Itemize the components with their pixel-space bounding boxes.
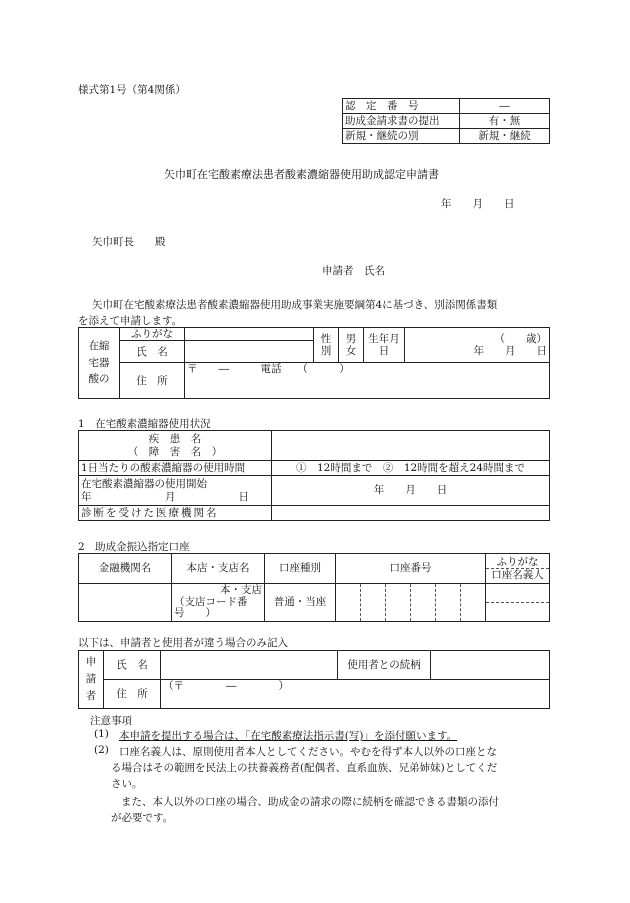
birth-date-field: 年 月 日 [473, 345, 547, 358]
branch-value-1: 本・支店 [220, 584, 262, 597]
account-digit-4[interactable] [411, 584, 436, 622]
type-header: 口座種別 [265, 554, 336, 584]
applicant-address-field[interactable]: （〒 ― ） [161, 680, 550, 709]
disease-label [79, 431, 272, 461]
applicant-side-label [79, 651, 104, 709]
note-2-num: (2) [94, 744, 109, 756]
relation-field[interactable] [431, 651, 550, 680]
disease-label-2: （ 障 害 名 ） [127, 445, 223, 458]
side-label-1: 在縮 [88, 339, 110, 352]
start-date-field[interactable]: 年 月 日 [272, 476, 550, 506]
claim-submit-value: 有・無 [460, 114, 550, 129]
note-3-line-1: また、本人以外の口座の場合、助成金の請求の際に続柄を確認できる書類の添付 [121, 796, 499, 808]
usage-table [78, 430, 550, 521]
account-digit-1[interactable] [336, 584, 361, 622]
bank-header: 金融機関名 [79, 554, 172, 584]
note-2-text: 口座名義人は、原則使用者本人としてください。やむを得ず本人以外の口座とな [119, 746, 497, 758]
number-header: 口座番号 [336, 554, 486, 584]
daily-use-label: 1日当たりの酸素濃縮器の使用時間 [79, 461, 272, 476]
furigana-label: ふりがな [120, 328, 185, 341]
holder-furigana-label: ふりがな [486, 556, 549, 569]
sex-label: 性別 [314, 328, 339, 363]
side-char-1: 申 [85, 656, 97, 669]
daily-use-options[interactable]: ① 12時間まで ② 12時間を超え24時間まで [272, 461, 550, 476]
holder-label: 口座名義人 [491, 569, 544, 581]
user-table [78, 327, 550, 399]
bank-table [78, 553, 550, 622]
birth-label: 生年月日 [364, 328, 405, 363]
note-1-num: (1) [94, 728, 109, 740]
account-digit-5[interactable] [436, 584, 461, 622]
cert-number-value: ― [460, 99, 550, 114]
intro-line-1: 矢巾町在宅酸素療法患者酸素濃縮器使用助成事業実施要綱第4に基づき、別添関係書類 [92, 299, 498, 311]
user-side-label [79, 328, 120, 399]
holder-furigana-field[interactable] [486, 584, 549, 603]
birth-field[interactable] [405, 328, 550, 363]
applicant-address-label: 住 所 [104, 680, 161, 709]
disease-field[interactable] [272, 431, 550, 461]
applicant-name-field[interactable] [161, 651, 338, 680]
furigana-field[interactable] [185, 328, 314, 341]
date-line: 年 月 日 [441, 198, 515, 210]
type-field[interactable]: 普通・当座 [265, 584, 336, 622]
intro-line-2: を添えて申請します。 [78, 315, 183, 327]
side-label-2: 宅器 [88, 356, 110, 369]
holder-name-field[interactable] [486, 603, 549, 621]
side-label-3: 酸の [88, 373, 110, 386]
page-title: 矢巾町在宅酸素療法患者酸素濃縮器使用助成認定申請書 [164, 168, 439, 181]
bank-field[interactable] [79, 584, 172, 622]
address-label: 住 所 [120, 363, 185, 399]
account-digit-2[interactable] [361, 584, 386, 622]
info-box [342, 98, 550, 144]
applicant-table [78, 650, 550, 709]
note-2-cont-1: る場合はその範囲を民法上の扶養義務者(配偶者、直系血族、兄弟姉妹)としてくだ [111, 762, 498, 774]
section-1-title: 1 在宅酸素濃縮器使用状況 [78, 418, 211, 430]
claim-submit-label: 助成金請求書の提出 [343, 114, 460, 129]
hospital-label: 診断を受けた医療機関名 [79, 506, 272, 521]
start-label [79, 476, 272, 506]
start-label-2: 年 月 日 [81, 490, 249, 503]
form-label: 様式第1号（第4関係） [78, 84, 186, 96]
applicant-name-label: 氏 名 [104, 651, 161, 680]
branch-field[interactable] [172, 584, 265, 622]
section-2-title: 2 助成金振込指定口座 [78, 541, 190, 553]
gender-options[interactable]: 男女 [339, 328, 364, 363]
branch-value-3: 号 ） [174, 607, 216, 620]
new-continue-label: 新規・継続の別 [343, 129, 460, 144]
holder-header-cell [486, 554, 550, 584]
side-char-2: 請 [85, 673, 97, 686]
address-field[interactable]: 〒 ― 電話 （ ） [185, 363, 550, 399]
holder-field[interactable] [486, 584, 550, 622]
cert-number-label: 認 定 番 号 [343, 99, 460, 114]
note-2-cont-2: さい。 [111, 778, 143, 790]
disease-label-1: 疾 患 名 [148, 433, 202, 446]
start-label-1: 在宅酸素濃縮器の使用開始 [81, 478, 207, 491]
addressee: 矢巾町長 殿 [92, 236, 166, 248]
account-digit-6[interactable] [461, 584, 486, 622]
note-1-text: 本申請を提出する場合は、「在宅酸素療法指示書(写)」を添付願います。 [119, 730, 458, 742]
age-field: （ 歳） [494, 332, 547, 345]
notes-title: 注意事項 [90, 715, 132, 727]
relation-label: 使用者との続柄 [338, 651, 431, 680]
name-label: 氏 名 [120, 341, 185, 363]
hospital-field[interactable] [272, 506, 550, 521]
branch-value-2: （支店コード番 [174, 595, 248, 608]
account-digit-3[interactable] [386, 584, 411, 622]
new-continue-value: 新規・継続 [460, 129, 550, 144]
note-3-line-2: が必要です。 [111, 812, 174, 824]
side-char-3: 者 [85, 689, 97, 702]
branch-header: 本店・支店名 [172, 554, 265, 584]
name-field[interactable] [185, 341, 314, 363]
applicant-line: 申請者 氏名 [322, 265, 385, 277]
section-3-title: 以下は、申請者と使用者が違う場合のみ記入 [78, 637, 288, 649]
